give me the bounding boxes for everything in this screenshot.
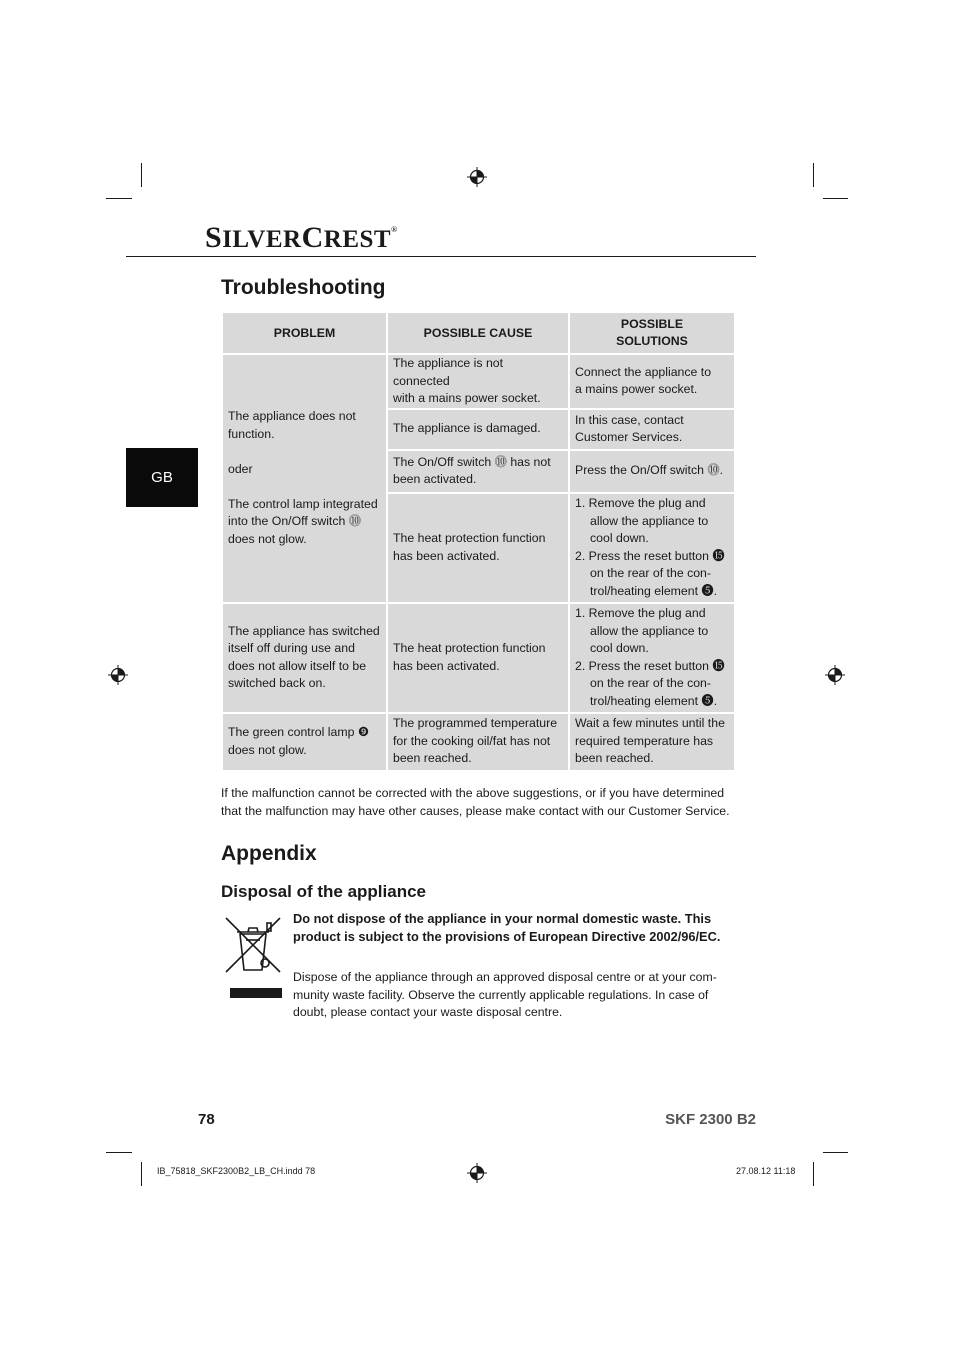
appendix-title: Appendix — [221, 842, 317, 865]
crossed-out-bin-icon — [222, 908, 284, 1000]
header-solutions: POSSIBLE SOLUTIONS — [569, 312, 735, 354]
table-row — [222, 354, 735, 409]
brand-logo — [205, 221, 398, 255]
crop-mark — [141, 1162, 142, 1186]
solution-cell: In this case, contact Customer Services. — [569, 409, 735, 450]
problem-cell: The green control lamp ❾ does not glow. — [222, 713, 387, 771]
registered-mark: ® — [391, 225, 398, 234]
troubleshooting-table — [221, 311, 736, 772]
registration-mark-icon — [825, 665, 845, 685]
solution-cell — [569, 603, 735, 713]
troubleshooting-title: Troubleshooting — [221, 276, 386, 299]
problem-cell: The appliance does not function. oder The control lamp integrated into the On/Off switch ⓾ does not glow. — [222, 354, 387, 603]
crop-mark — [106, 1152, 132, 1153]
model-number: SKF 2300 B2 — [665, 1111, 756, 1128]
disposal-title: Disposal of the appliance — [221, 882, 426, 901]
brand-initial: C — [301, 221, 324, 254]
registration-mark-icon — [108, 665, 128, 685]
problem-cell: The appliance has switched itself off during use and does not allow itself to be switched back on. — [222, 603, 387, 713]
print-slug-date: 27.08.12 11:18 — [736, 1166, 796, 1176]
troubleshooting-note: If the malfunction cannot be corrected with the above suggestions, or if you have determined that the malfunction may have other causes, please make contact with our Customer Service. — [221, 786, 730, 818]
cause-cell: The programmed temperature for the cooking oil/fat has not been reached. — [387, 713, 569, 771]
page-number: 78 — [198, 1111, 215, 1128]
brand-text: ILVER — [222, 226, 302, 253]
language-tab-label: GB — [151, 469, 173, 486]
solution-cell — [569, 493, 735, 603]
solution-cell: Press the On/Off switch ⓾. — [569, 450, 735, 493]
crop-mark — [106, 198, 132, 199]
table-row — [222, 713, 735, 771]
header-cause: POSSIBLE CAUSE — [387, 312, 569, 354]
crop-mark — [141, 163, 142, 187]
solution-step: 2. Press the reset button ⓯ on the rear of the con-trol/heating element ❺. — [575, 658, 725, 708]
cause-cell: The appliance is not connected with a mains power socket. — [387, 354, 569, 409]
brand-initial: S — [205, 221, 223, 254]
header-problem: PROBLEM — [222, 312, 387, 354]
table-header-row — [222, 312, 735, 354]
solution-step: 1. Remove the plug and allow the appliance to cool down. — [575, 496, 709, 545]
solution-cell: Connect the appliance to a mains power socket. — [569, 354, 735, 409]
header-divider — [126, 256, 756, 257]
crop-mark — [813, 163, 814, 187]
cause-cell: The heat protection function has been activated. — [387, 603, 569, 713]
solution-step: 1. Remove the plug and allow the appliance to cool down. — [575, 606, 709, 655]
solution-step: 2. Press the reset button ⓯ on the rear of the con-trol/heating element ❺. — [575, 548, 725, 598]
registration-mark-icon — [467, 1163, 487, 1183]
crop-mark — [823, 198, 848, 199]
solution-steps — [575, 495, 729, 600]
disposal-instructions: Dispose of the appliance through an approved disposal centre or at your com-munity waste facility. Observe the currently applicable regulations. In case of doubt, please contact your waste disposal centre. — [293, 970, 717, 1019]
table-row — [222, 603, 735, 713]
language-tab — [126, 448, 198, 507]
registration-mark-icon — [467, 167, 487, 187]
crop-mark — [813, 1162, 814, 1186]
solution-steps — [575, 605, 729, 710]
crop-mark — [823, 1152, 848, 1153]
solution-cell: Wait a few minutes until the required temperature has been reached. — [569, 713, 735, 771]
cause-cell: The heat protection function has been activated. — [387, 493, 569, 603]
disposal-warning: Do not dispose of the appliance in your normal domestic waste. This product is subject to the provisions of European Directive 2002/96/EC. — [293, 911, 721, 944]
cause-cell: The appliance is damaged. — [387, 409, 569, 450]
cause-cell: The On/Off switch ⓾ has not been activated. — [387, 450, 569, 493]
print-slug-file: IB_75818_SKF2300B2_LB_CH.indd 78 — [157, 1166, 316, 1176]
brand-text: REST — [323, 226, 392, 253]
